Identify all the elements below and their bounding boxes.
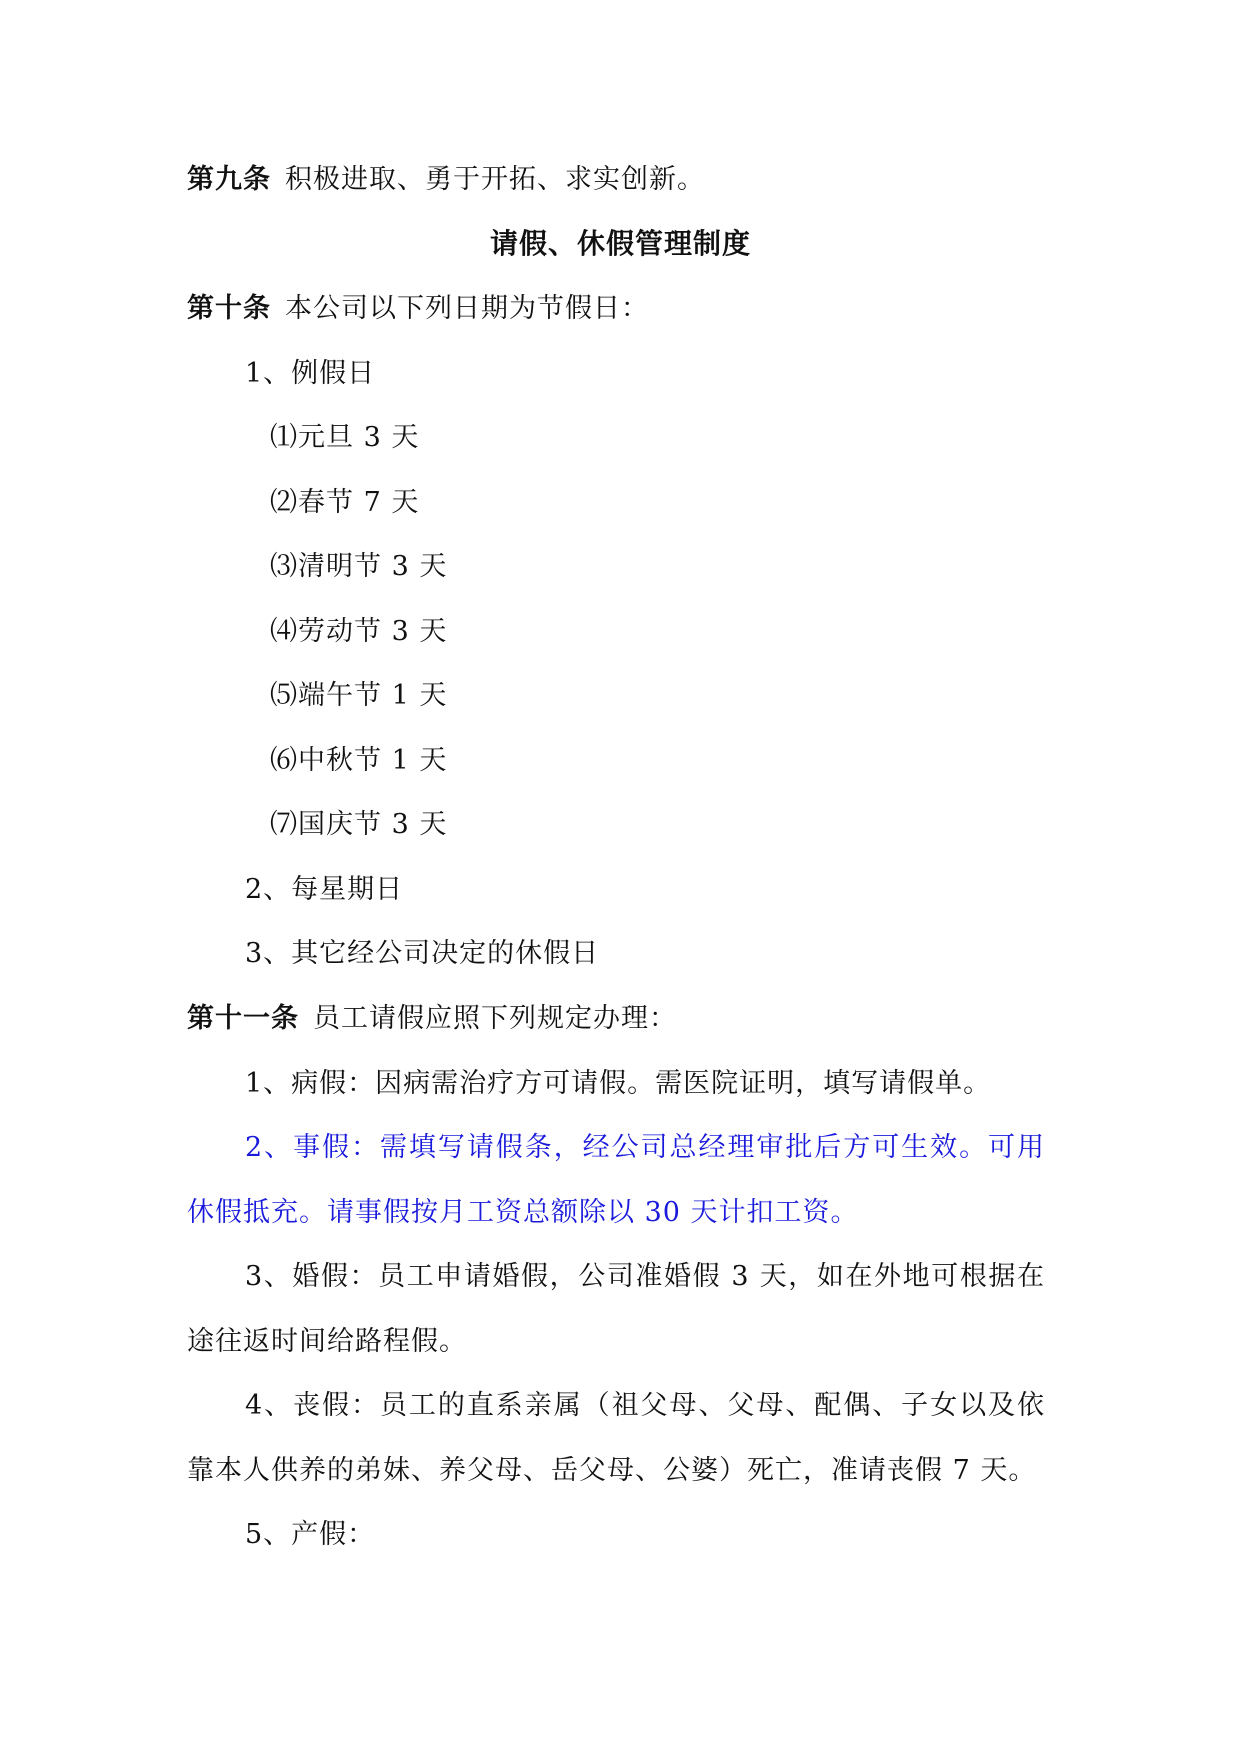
article-10-item-1: 1、例假日	[245, 358, 376, 389]
article-10-text: 本公司以下列日期为节假日：	[285, 293, 649, 324]
holiday-item: ⑴元旦 3 天	[270, 422, 420, 453]
article-10	[187, 291, 649, 327]
marriage-leave-line-1: 3、婚假：员工申请婚假，公司准婚假 3 天，如在外地可根据在	[245, 1261, 1045, 1292]
article-10-item-2: 2、每星期日	[245, 874, 404, 905]
holiday-item: ⑺国庆节 3 天	[270, 809, 448, 840]
article-9-text: 积极进取、勇于开拓、求实创新。	[285, 164, 705, 195]
holiday-item: ⑸端午节 1 天	[270, 680, 448, 711]
holiday-item: ⑵春节 7 天	[270, 487, 420, 518]
article-11-label: 第十一条	[187, 1003, 299, 1034]
holiday-item: ⑶清明节 3 天	[270, 551, 448, 582]
holiday-item: ⑹中秋节 1 天	[270, 745, 448, 776]
article-10-label: 第十条	[187, 293, 271, 324]
article-9-label: 第九条	[187, 164, 271, 195]
article-11-text: 员工请假应照下列规定办理：	[313, 1003, 677, 1034]
funeral-leave-line-2: 靠本人供养的弟妹、养父母、岳父母、公婆）死亡，准请丧假 7 天。	[187, 1455, 1037, 1486]
section-title: 请假、休假管理制度	[489, 227, 751, 260]
article-10-item-3: 3、其它经公司决定的休假日	[245, 938, 600, 969]
personal-leave-line-2: 休假抵充。请事假按月工资总额除以 30 天计扣工资。	[187, 1197, 859, 1228]
holiday-item: ⑷劳动节 3 天	[270, 616, 448, 647]
funeral-leave-line-1: 4、丧假：员工的直系亲属（祖父母、父母、配偶、子女以及依	[245, 1390, 1045, 1421]
maternity-leave: 5、产假：	[245, 1519, 376, 1550]
sick-leave: 1、病假：因病需治疗方可请假。需医院证明，填写请假单。	[245, 1068, 992, 1099]
personal-leave-line-1: 2、事假：需填写请假条，经公司总经理审批后方可生效。可用	[245, 1132, 1045, 1163]
article-9	[187, 162, 705, 198]
article-11	[187, 1001, 677, 1037]
marriage-leave-line-2: 途往返时间给路程假。	[187, 1326, 467, 1357]
